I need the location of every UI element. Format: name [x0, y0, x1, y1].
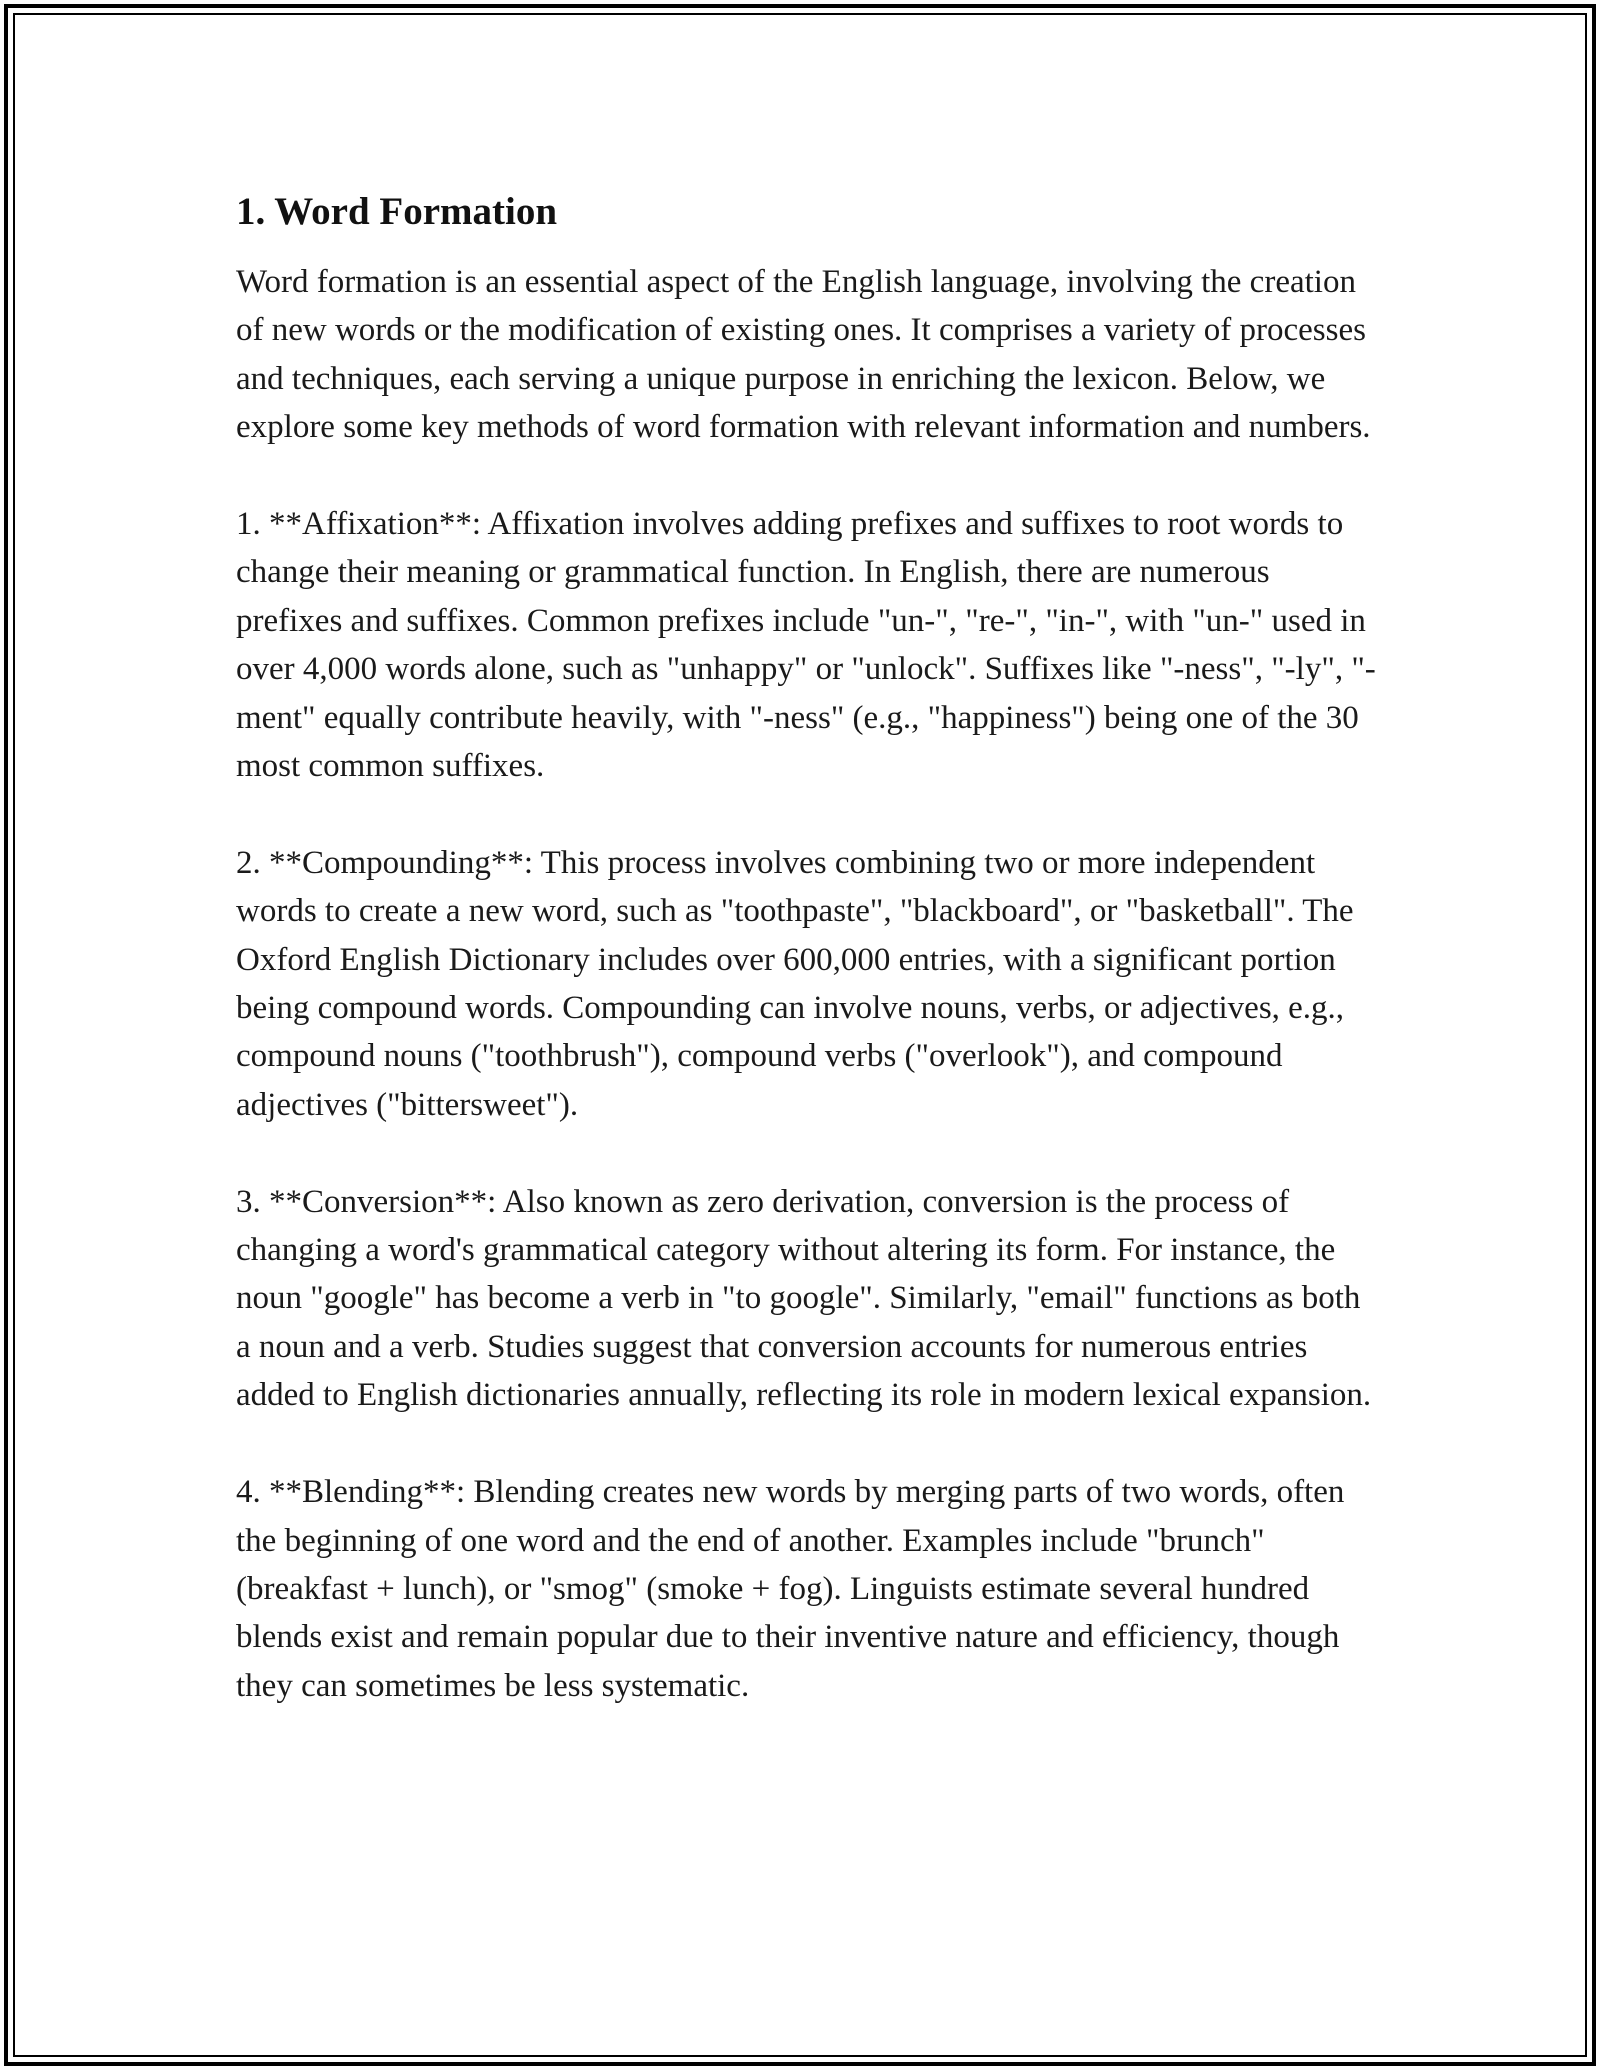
intro-paragraph: Word formation is an essential aspect of the English language, involving the creation of new words or the modification of existing ones. It comprises a variety of processes and techniques, each serving a unique purpose in enriching the lexicon. Below, we explore some key methods of word formation with relevant information and numbers.: [236, 264, 1371, 446]
document-body: [236, 186, 1376, 1759]
compounding-paragraph: 2. **Compounding**: This process involves combining two or more independent words to create a new word, such as "toothpaste", "blackboard", or "basketball". The Oxford English Dictionary includes over 600,000 entries, with a significant portion being compound words. Compounding can involve nouns, verbs, or adjectives, e.g., compound nouns ("toothbrush"), compound verbs ("overlook"), and compound adjectives ("bittersweet").: [236, 844, 1354, 1123]
conversion-paragraph: 3. **Conversion**: Also known as zero derivation, conversion is the process of changing a word's grammatical category without altering its form. For instance, the noun "google" has become a verb in "to google". Similarly, "email" functions as both a noun and a verb. Studies suggest that conversion accounts for numerous entries added to English dictionaries annually, reflecting its role in modern lexical expansion.: [236, 1183, 1372, 1414]
affixation-paragraph: 1. **Affixation**: Affixation involves adding prefixes and suffixes to root words to change their meaning or grammatical function. In English, there are numerous prefixes and suffixes. Common prefixes include "un-", "re-", "in-", with "un-" used in over 4,000 words alone, such as "unhappy" or "unlock". Suffixes like "-ness", "-ly", "-ment" equally contribute heavily, with "-ness" (e.g., "happiness") being one of the 30 most common suffixes.: [236, 506, 1376, 785]
blending-paragraph: 4. **Blending**: Blending creates new words by merging parts of two words, often the beginning of one word and the end of another. Examples include "brunch" (breakfast + lunch), or "smog" (smoke + fog). Linguists estimate several hundred blends exist and remain popular due to their inventive nature and efficiency, though they can sometimes be less systematic.: [236, 1474, 1345, 1704]
section-heading: 1. Word Formation: [236, 190, 558, 233]
